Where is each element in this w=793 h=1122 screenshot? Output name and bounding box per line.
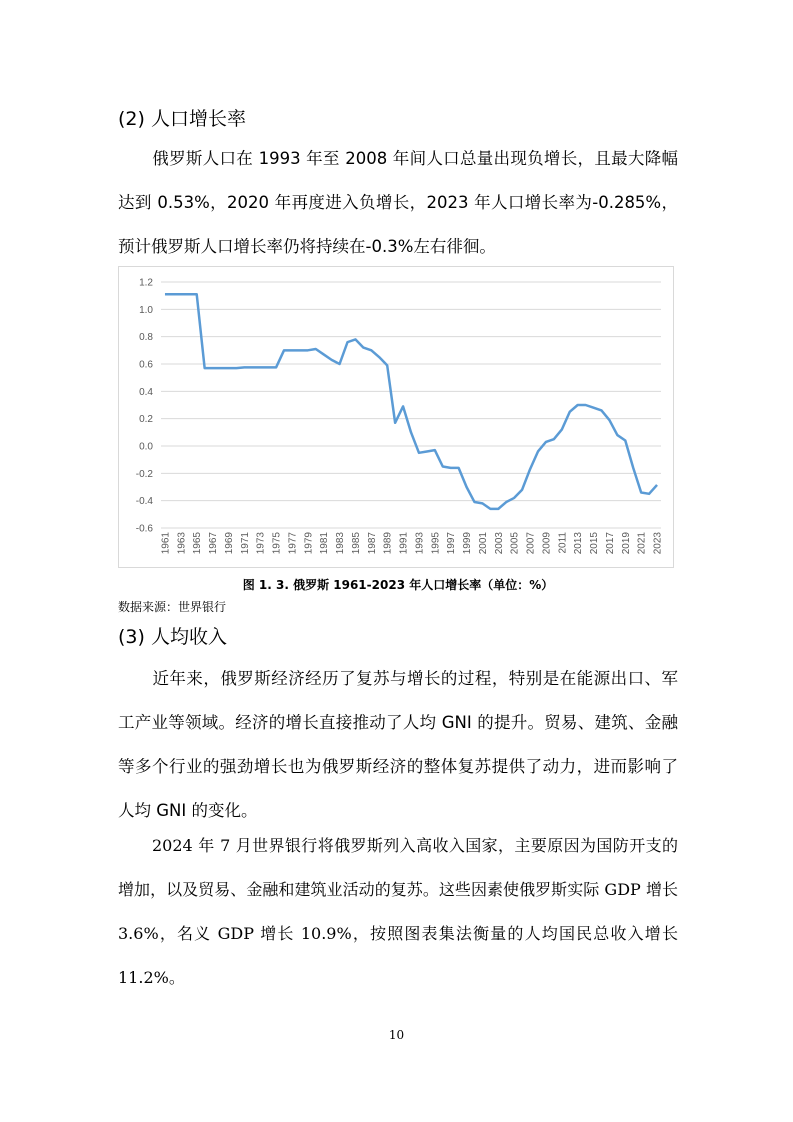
y-tick-label: 0.8 (139, 332, 153, 344)
x-tick-label: 1999 (462, 532, 474, 555)
y-tick-label: -0.2 (135, 468, 153, 480)
x-tick-label: 2001 (477, 532, 489, 555)
figure-caption: 图 1. 3. 俄罗斯 1961-2023 年人口增长率（单位：%） (242, 578, 554, 592)
x-tick-label: 2023 (652, 532, 664, 555)
x-tick-label: 2007 (525, 532, 537, 555)
chart-svg (119, 267, 675, 569)
x-tick-label: 1987 (366, 532, 378, 555)
x-tick-label: 1983 (335, 532, 347, 555)
x-tick-label: 1961 (160, 532, 172, 555)
y-tick-label: 0.2 (139, 414, 153, 426)
y-tick-label: 0.6 (139, 359, 153, 371)
x-tick-label: 1969 (223, 532, 235, 555)
x-tick-label: 1989 (382, 532, 394, 555)
y-tick-label: 0.0 (139, 441, 153, 453)
x-tick-label: 1985 (350, 532, 362, 555)
x-tick-label: 1981 (319, 532, 331, 555)
x-tick-label: 2005 (509, 532, 521, 555)
x-tick-label: 1965 (192, 532, 204, 555)
growth-rate-line (165, 294, 657, 509)
x-tick-label: 1975 (271, 532, 283, 555)
x-tick-label: 1995 (430, 532, 442, 555)
section-3-paragraph-2 (118, 824, 678, 1000)
x-tick-label: 2009 (541, 532, 553, 555)
x-tick-label: 1977 (287, 532, 299, 555)
x-tick-label: 2019 (620, 532, 632, 555)
y-tick-label: -0.4 (135, 496, 153, 508)
x-tick-label: 1963 (176, 532, 188, 555)
x-tick-label: 1973 (255, 532, 267, 555)
y-tick-label: 1.0 (139, 304, 153, 316)
section-2-heading: (2) 人口增长率 (118, 108, 246, 130)
x-tick-label: 2015 (589, 532, 601, 555)
population-growth-chart (118, 266, 674, 568)
x-tick-label: 1993 (414, 532, 426, 555)
section-3-paragraph-1 (118, 657, 678, 833)
y-tick-label: 0.4 (139, 386, 153, 398)
x-tick-label: 2013 (573, 532, 585, 555)
x-tick-label: 1997 (446, 532, 458, 555)
y-tick-label: -0.6 (135, 523, 153, 535)
section-3-heading: (3) 人均收入 (118, 626, 227, 648)
page-number: 10 (388, 1028, 405, 1042)
section-2-paragraph-text: 俄罗斯人口在 1993 年至 2008 年间人口总量出现负增长，且最大降幅达到 0.53%，2020 年再度进入负增长，2023 年人口增长率为-0.285%，预计俄罗斯人口增长率仍将持续在-0.3%左右徘徊。 (118, 149, 678, 256)
x-tick-label: 2011 (557, 532, 569, 554)
x-tick-label: 1967 (208, 532, 220, 555)
x-tick-label: 2017 (604, 532, 616, 555)
x-tick-label: 1971 (239, 532, 251, 555)
x-tick-label: 1979 (303, 532, 315, 555)
x-tick-label: 1991 (398, 532, 410, 555)
section-3-paragraph-1-text: 近年来，俄罗斯经济经历了复苏与增长的过程，特别是在能源出口、军工产业等领域。经济的增长直接推动了人均 GNI 的提升。贸易、建筑、金融等多个行业的强劲增长也为俄罗斯经济的整体复苏提供了动力，进而影响了人均 GNI 的变化。 (118, 669, 678, 820)
section-2-paragraph (118, 137, 678, 269)
section-3-paragraph-2-text: 2024 年 7 月世界银行将俄罗斯列入高收入国家，主要原因为国防开支的增加，以及贸易、金融和建筑业活动的复苏。这些因素使俄罗斯实际 GDP 增长 3.6%，名义 GDP 增长 10.9%，按照图表集法衡量的人均国民总收入增长 11.2%。 (118, 836, 678, 987)
x-tick-label: 2003 (493, 532, 505, 555)
y-tick-label: 1.2 (139, 277, 153, 289)
x-tick-label: 2021 (636, 532, 648, 555)
data-source: 数据来源：世界银行 (118, 600, 227, 614)
